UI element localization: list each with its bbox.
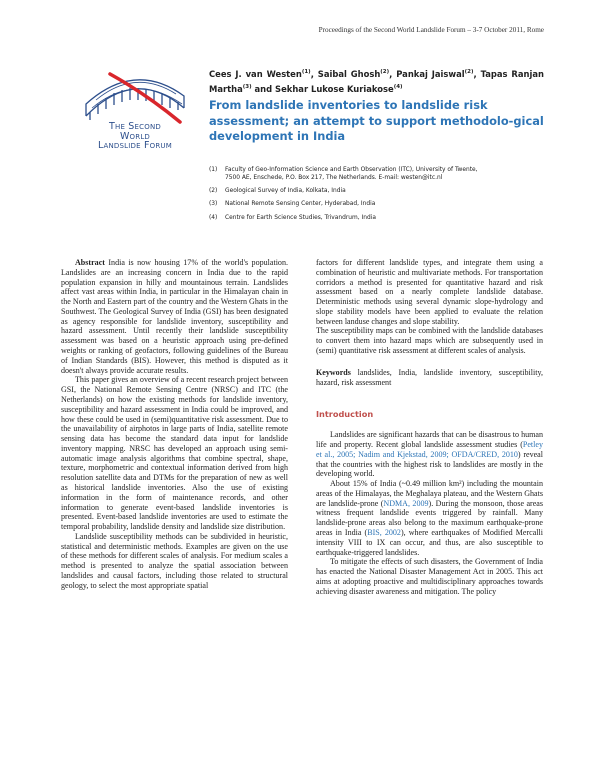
author-name: Tapas Ranjan Martha bbox=[209, 68, 544, 94]
running-header: Proceedings of the Second World Landslide Forum – 3-7 October 2011, Rome bbox=[318, 26, 544, 34]
intro-paragraph: To mitigate the effects of such disasters, the Government of India has enacted the National Disaster Management Act in 2005. This act aims at adopting proactive and multidisciplinary approaches towards achieving disaster awareness and mitigation. The policy bbox=[316, 557, 543, 596]
affiliation-text: National Remote Sensing Center, Hyderabad, India bbox=[225, 201, 376, 208]
abstract-text: India is now housing 17% of the world's population. Landslides are an increasing concern in India due to the rapid population expansion in hilly and mountainous terrain. Landslides affect vast areas within India, in particular in the Himalayan chain in the North and Eastern part of the country and the Western Ghats in the Southwest. The Geological Survey of India (GSI) has been designated as agency responsible for landslide inventory, susceptibility and hazard assessment. Until recently their landslide susceptibility assessment was based on a heuristic approach using pre-defined weights or ranking of geofactors, following guidelines of the Bureau of Indian Standards (BIS). However, this method is disputed as it doesn't always provide accurate results. bbox=[61, 258, 288, 375]
abstract-paragraph: Landslide susceptibility methods can be subdivided in heuristic, statistical and deterministic methods. Examples are given on the use of these methods for different scales of analysis. For medium scales a method is presented to analyze the spatial association between landslides and causal factors, including those related to structural geology, to select the most appropriate spatial bbox=[61, 531, 288, 590]
affiliation-item bbox=[209, 187, 549, 195]
intro-paragraph: Landslides are significant hazards that can be disastrous to human life and property. Recent global landslide assessment studies (Petley et al., 2005; Nadim and Kjekstad, 2009; OFDA/CRED, 2010) reveal that the countries with the highest risk to landslides are mostly in the developing world. bbox=[316, 430, 543, 479]
intro-paragraph: About 15% of India (~0.49 million km²) including the mountain areas of the Himalayas, the Meghalaya plateau, and the Western Ghats are landslide-prone (NDMA, 2009). During the monsoon, those areas witness frequent landslide events triggered by rainfall. Many landslide-prone areas also belong to the maximum earthquake-prone areas in India (BIS, 2002), where earthquakes of Modified Mercalli intensity VIII to IX can occur, and thus, are also susceptible to earthquake-triggered landslides. bbox=[316, 479, 543, 557]
author-affiliation-sup: (2) bbox=[380, 69, 390, 75]
abstract-paragraph: The susceptibility maps can be combined with the landslide databases to convert them into hazard maps which are subsequently used in (semi) quantitative risk assessment at different scales of analysis. bbox=[316, 326, 543, 356]
affiliation-item bbox=[209, 200, 549, 208]
author-separator: and bbox=[254, 83, 273, 94]
affiliation-number: (2) bbox=[209, 188, 218, 195]
affiliation-number: (1) bbox=[209, 167, 218, 173]
logo-line-3: Landslide Forum bbox=[98, 140, 172, 151]
abstract-label: Abstract bbox=[75, 258, 105, 267]
author-affiliation-sup: (2) bbox=[464, 69, 474, 75]
section-heading-introduction: Introduction bbox=[316, 409, 374, 420]
keywords bbox=[316, 368, 543, 388]
keywords-text: landslides, India, landslide inventory, susceptibility, hazard, risk assessment bbox=[316, 367, 543, 387]
author-separator: , bbox=[389, 68, 393, 79]
author-name: Pankaj Jaiswal bbox=[396, 68, 465, 79]
author-affiliation-sup: (1) bbox=[301, 69, 311, 75]
abstract-paragraph-continued: factors for different landslide types, and integrate them using a combination of heuristic and multivariate methods. For transportation corridors a method is presented for quantitative hazard and risk assessment based on a nearly complete landslide database. Deterministic methods using several dynamic slope-hydrology and slope stability models have been applied to evaluate the relation between landuse changes and slope stability. bbox=[316, 258, 543, 326]
author-affiliation-sup: (4) bbox=[393, 83, 403, 90]
citation-link[interactable]: Petley et al., 2005; Nadim and Kjekstad, 2009; OFDA/CRED, 2010 bbox=[316, 439, 543, 459]
logo-text bbox=[76, 122, 194, 151]
citation-link[interactable]: BIS, 2002 bbox=[367, 527, 401, 537]
keywords-label: Keywords bbox=[316, 367, 351, 377]
author-name: Saibal Ghosh bbox=[317, 68, 381, 79]
abstract-paragraph: This paper gives an overview of a recent research project between GSI, the National Remote Sensing Centre (NRSC) and ITC (the Netherlands) on how the existing methods for landslide inventory, susceptibility and hazard assessment in India could be improved, and how these could be used in (semi)quantitative risk assessment. Due to the unavailability of airphotos in large parts of India, satellite remote sensing data has become the standard data input for landslide inventory mapping. NRSC has developed an approach using semi-automatic image analysis algorithms that combine spectral, shape, texture, morphometric and contextual information derived from high resolution satellite data and DTMs for the preparation of new as well as historical landslide inventories. Also the use of existing information in the form of maintenance records, and other information to generate event-based landslide inventories is presented. Event-based landslide inventories are used to estimate the temporal probability, landslide density and landslide size distribution. bbox=[61, 375, 288, 532]
logo-line-1: The Second bbox=[109, 121, 161, 132]
paper-title: From landslide inventories to landslide risk assessment; an attempt to support methodolo-gical development in India bbox=[209, 98, 544, 143]
author-list bbox=[209, 66, 544, 96]
author-name: Sekhar Lukose Kuriakose bbox=[275, 83, 394, 94]
affiliation-text: Faculty of Geo-Information Science and Earth Observation (ITC), University of Twente, 7500 AE, Enschede, P.O. Box 217, The Netherlands. E-mail: westen@itc.nl bbox=[225, 167, 478, 181]
author-separator: , bbox=[473, 68, 477, 79]
affiliation-text: Geological Survey of India, Kolkata, India bbox=[225, 188, 346, 195]
left-column bbox=[61, 258, 288, 591]
affiliation-list bbox=[209, 166, 549, 227]
author-separator: , bbox=[310, 68, 314, 79]
affiliation-number: (4) bbox=[209, 214, 218, 221]
affiliation-text: Centre for Earth Science Studies, Trivandrum, India bbox=[225, 214, 376, 221]
affiliation-item bbox=[209, 214, 549, 222]
author-affiliation-sup: (3) bbox=[242, 83, 252, 90]
abstract-paragraph bbox=[61, 258, 288, 375]
right-column bbox=[316, 258, 543, 596]
logo-line-2: World bbox=[119, 130, 151, 142]
affiliation-number: (3) bbox=[209, 201, 218, 208]
citation-link[interactable]: NDMA, 2009 bbox=[383, 498, 429, 508]
author-name: Cees J. van Westen bbox=[209, 68, 302, 79]
affiliation-item bbox=[209, 166, 549, 182]
